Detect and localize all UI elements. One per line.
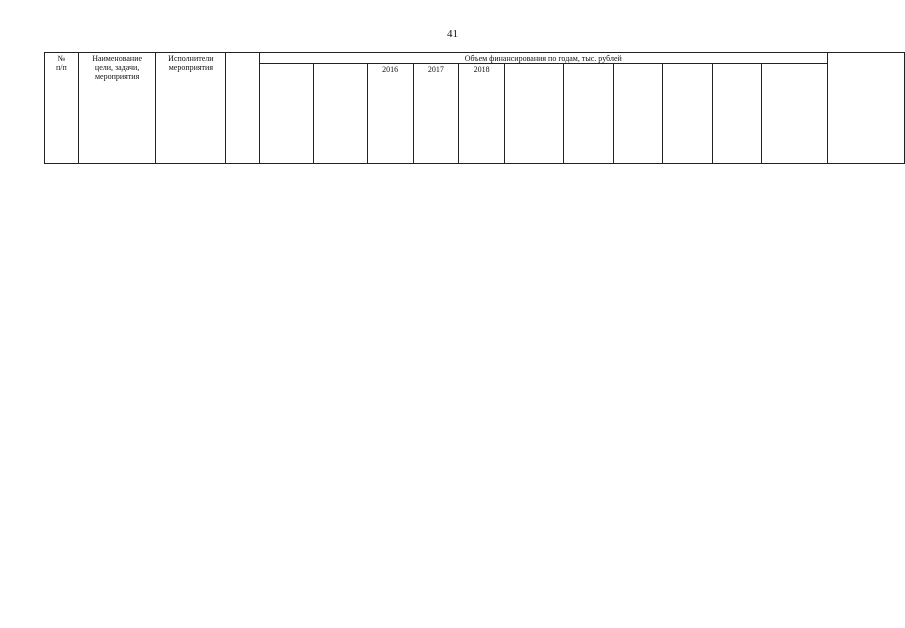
header-year-2022 xyxy=(663,64,713,164)
header-num: № п/п xyxy=(45,53,79,164)
header-funding: Объем финансирования по годам, тыс. рублей xyxy=(259,53,827,64)
header-year-2017: 2017 xyxy=(413,64,459,164)
header-total xyxy=(762,64,827,164)
header-year-2019 xyxy=(504,64,563,164)
funding-table-header xyxy=(44,52,905,164)
header-year-2021 xyxy=(613,64,663,164)
header-indicator xyxy=(827,53,904,164)
header-term xyxy=(226,53,260,164)
header-year-2020 xyxy=(564,64,614,164)
header-year-2016: 2016 xyxy=(367,64,413,164)
page-number: 41 xyxy=(447,28,458,40)
header-year-2018: 2018 xyxy=(459,64,505,164)
header-year-2015 xyxy=(314,64,367,164)
header-name: Наименование цели, задачи, мероприятия xyxy=(78,53,156,164)
header-year-2023 xyxy=(712,64,762,164)
header-executors: Исполнители мероприятия xyxy=(156,53,226,164)
header-year-2014 xyxy=(259,64,313,164)
